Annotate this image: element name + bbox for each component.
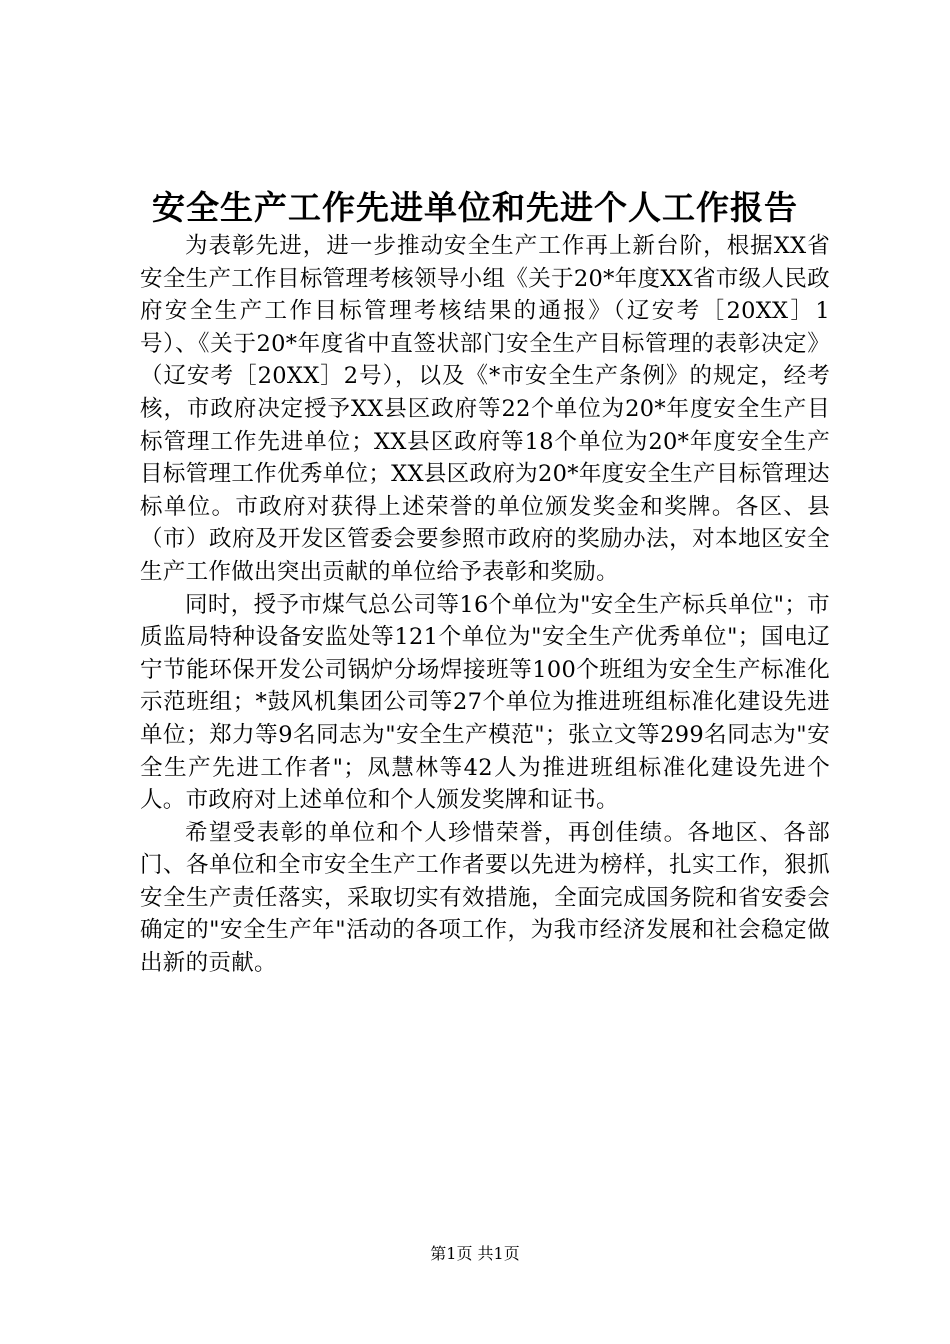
paragraph-commendation: 为表彰先进，进一步推动安全生产工作再上新台阶，根据XX省安全生产工作目标管理考核领导小组《关于20*年度XX省市级人民政府安全生产工作目标管理考核结果的通报》（辽安考［20XX］1号）、《关于20*年度省中直签状部门安全生产目标管理的表彰决定》（辽安考［20XX］2号），以及《*市安全生产条例》的规定，经考核，市政府决定授予XX县区政府等22个单位为20*年度安全生产目标管理工作先进单位；XX县区政府等18个单位为20*年度安全生产目标管理工作优秀单位；XX县区政府为20*年度安全生产目标管理达标单位。市政府对获得上述荣誉的单位颁发奖金和奖牌。各区、县（市）政府及开发区管委会要参照市政府的奖励办法，对本地区安全生产工作做出突出贡献的单位给予表彰和奖励。 bbox=[140, 233, 830, 585]
paragraph-expectations: 希望受表彰的单位和个人珍惜荣誉，再创佳绩。各地区、各部门、各单位和全市安全生产工作者要以先进为榜样，扎实工作，狠抓安全生产责任落实，采取切实有效措施，全面完成国务院和省安委会确定的"安全生产年"活动的各项工作，为我市经济发展和社会稳定做出新的贡献。 bbox=[140, 819, 830, 977]
paragraph-awards: 同时，授予市煤气总公司等16个单位为"安全生产标兵单位"；市质监局特种设备安监处等121个单位为"安全生产优秀单位"；国电辽宁节能环保开发公司锅炉分场焊接班等100个班组为安全生产标准化示范班组；*鼓风机集团公司等27个单位为推进班组标准化建设先进单位；郑力等9名同志为"安全生产模范"；张立文等299名同志为"安全生产先进工作者"；凤慧林等42人为推进班组标准化建设先进个人。市政府对上述单位和个人颁发奖牌和证书。 bbox=[140, 591, 830, 814]
document-title: 安全生产工作先进单位和先进个人工作报告 bbox=[152, 188, 798, 227]
document-body bbox=[140, 230, 830, 980]
page-number: 第1页 共1页 bbox=[430, 1244, 520, 1263]
